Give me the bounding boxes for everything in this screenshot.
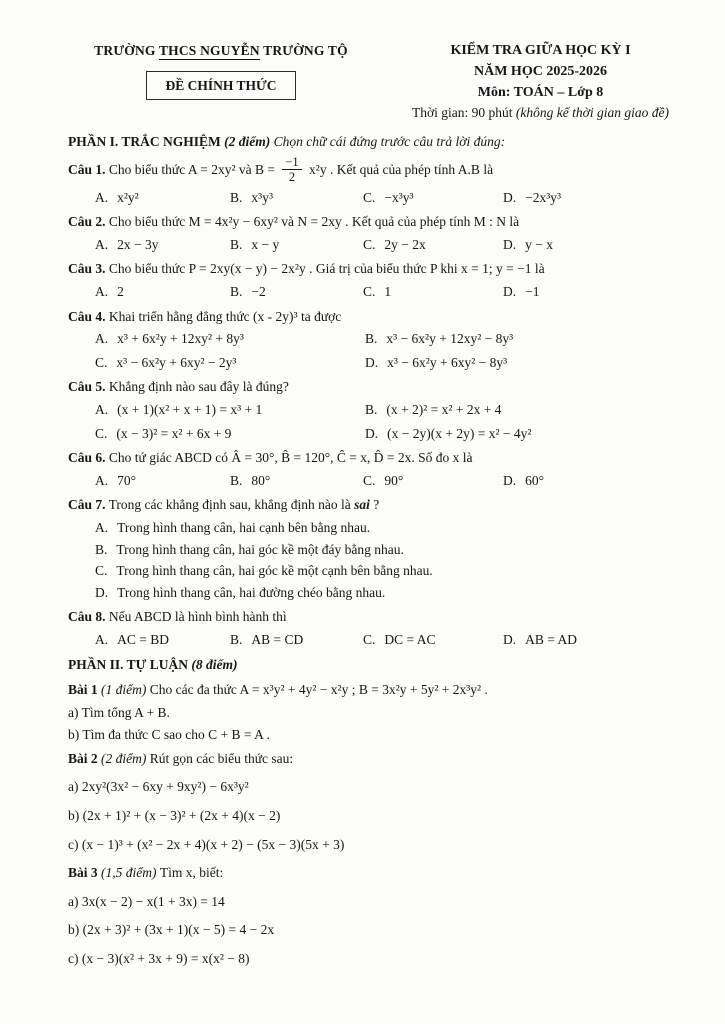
question-3-label: Câu 3. [68,261,106,277]
option-value: (x − 2y)(x + 2y) = x² − 4y² [387,425,532,441]
part1-instruction: Chọn chữ cái đứng trước câu trả lời đúng: [270,134,506,150]
question-7-text-1: Trong các khẳng định sau, khẳng định nào là [108,497,355,513]
exam-title-line1: KIỂM TRA GIỮA HỌC KỲ I [450,43,631,58]
question-6-option-a [95,470,230,492]
option-letter: B. [230,236,243,252]
exercise-1-text: Cho các đa thức A = x³y² + 4y² − x²y ; B = 3x²y + 5y² + 2x³y² . [149,682,488,698]
option-letter: C. [363,189,376,205]
exercise-3-statement [68,862,699,884]
question-3-option-c [363,281,503,303]
option-letter: D. [365,425,379,441]
header [68,40,699,123]
option-value: x²y² [117,189,139,205]
option-value: 2x − 3y [117,236,159,252]
header-left [68,40,374,100]
question-1-option-b [230,187,363,209]
question-8 [68,606,699,650]
question-8-option-c [363,629,503,651]
exercise-1-item-a: a) Tìm tổng A + B. [68,704,170,720]
question-8-statement [68,606,699,628]
option-letter: D. [503,631,517,647]
option-letter: D. [503,236,517,252]
option-letter: B. [230,189,243,205]
question-6-text: Cho tứ giác ABCD có Â = 30°, B̂ = 120°, Ĉ = x, D̂ = 2x. Số đo x là [108,450,473,466]
question-1-option-d [503,187,699,209]
option-value: Trong hình thang cân, hai cạnh bên bằng nhau. [117,519,371,535]
option-letter: A. [95,472,109,488]
exercise-3-item-c: c) (x − 3)(x² + 3x + 9) = x(x² − 8) [68,951,250,966]
question-1-text-2: x²y . Kết quả của phép tính A.B là [309,161,494,177]
question-4-option-b [365,328,699,350]
question-5-options [68,399,699,444]
question-3-option-b [230,281,363,303]
part2-title: PHẦN II. TỰ LUẬN [68,657,189,673]
option-letter: C. [95,563,108,579]
option-letter: B. [230,631,243,647]
school-name-suffix: TRƯỜNG TỘ [259,43,348,58]
question-2-statement [68,211,699,233]
question-3-options [68,281,699,303]
question-6-label: Câu 6. [68,450,106,466]
option-letter: C. [363,283,376,299]
question-5 [68,376,699,444]
question-5-option-c [95,423,365,445]
option-value: Trong hình thang cân, hai góc kề một cạnh bên bằng nhau. [116,563,433,579]
question-5-text: Khẳng định nào sau đây là đúng? [108,379,289,395]
exercise-3-text: Tìm x, biết: [159,865,224,881]
exercise-2-text: Rút gọn các biểu thức sau: [149,750,294,766]
question-4-options [68,328,699,373]
exercise-2 [68,748,699,855]
option-value: 1 [384,283,392,299]
option-letter: B. [230,472,243,488]
option-value: (x + 1)(x² + x + 1) = x³ + 1 [117,401,263,417]
exercise-1-points: (1 điểm) [97,682,150,698]
part1-heading [68,131,699,153]
question-6-statement [68,447,699,469]
header-right [374,40,699,123]
time-plain: Thời gian: 90 phút [412,105,516,120]
question-1-option-c [363,187,503,209]
question-5-label: Câu 5. [68,379,106,395]
subject-line: Môn: TOÁN – Lớp 8 [477,85,604,100]
question-1 [68,156,699,208]
question-8-option-b [230,629,363,651]
question-7-option-a [95,517,699,539]
question-7-statement [68,494,699,516]
question-4-statement [68,306,699,328]
question-6-option-c [363,470,503,492]
question-8-option-d [503,629,699,651]
option-value: −1 [525,283,540,299]
question-8-text: Nếu ABCD là hình bình hành thì [108,609,287,625]
fraction-numerator: −1 [282,155,301,170]
option-letter: C. [95,354,108,370]
question-3-option-a [95,281,230,303]
question-6 [68,447,699,491]
question-5-option-a [95,399,365,421]
question-2-option-a [95,234,230,256]
question-2-options [68,234,699,256]
question-7-emphasis: sai [354,497,370,513]
exercise-2-item-b: b) (2x + 1)² + (x − 3)² + (2x + 4)(x − 2) [68,808,281,824]
question-1-statement [68,156,699,186]
question-3-statement [68,258,699,280]
option-letter: B. [365,401,378,417]
exercise-2-item-c: c) (x − 1)³ + (x² − 2x + 4)(x + 2) − (5x − 3)(5x + 3) [68,836,345,852]
option-letter: B. [230,283,243,299]
question-5-option-b [365,399,699,421]
exercise-3-item-a: a) 3x(x − 2) − x(1 + 3x) = 14 [68,893,225,909]
option-value: 60° [525,472,545,488]
option-value: x³ − 6x²y + 6xy² − 2y³ [116,354,237,370]
exercise-1-statement [68,679,699,701]
option-letter: C. [363,472,376,488]
school-name-prefix: TRƯỜNG [94,43,159,58]
question-7-option-d [95,582,699,604]
option-value: −2x³y³ [525,189,562,205]
exam-title-line2: NĂM HỌC 2025-2026 [474,64,607,79]
question-2-label: Câu 2. [68,214,106,230]
question-7-option-c [95,560,699,582]
question-7-text-2: ? [369,497,380,513]
time-line [382,103,699,123]
option-value: AB = AD [525,631,577,647]
question-3-text: Cho biểu thức P = 2xy(x − y) − 2x²y . Giá trị của biểu thức P khi x = 1; y = −1 là [108,261,545,277]
option-value: (x − 3)² = x² + 6x + 9 [116,425,232,441]
option-letter: C. [95,425,108,441]
exercise-2-item-a: a) 2xy²(3x² − 6xy + 9xy²) − 6x³y² [68,779,249,795]
option-value: 90° [384,472,404,488]
question-5-option-d [365,423,699,445]
option-value: AC = BD [117,631,169,647]
option-value: 2 [117,283,124,299]
question-1-text-1: Cho biểu thức A = 2xy² và B = [108,161,275,177]
question-7 [68,494,699,603]
option-value: Trong hình thang cân, hai góc kề một đáy bằng nhau. [116,541,404,557]
exercise-3-label: Bài 3 [68,865,98,881]
official-exam-box: ĐỀ CHÍNH THỨC [146,71,295,101]
question-4-option-a [95,328,365,350]
option-letter: A. [95,401,109,417]
exercise-2-points: (2 điểm) [97,750,150,766]
question-2-text: Cho biểu thức M = 4x²y − 6xy² và N = 2xy . Kết quả của phép tính M : N là [108,214,520,230]
option-letter: B. [365,331,378,347]
option-value: −x³y³ [384,189,414,205]
option-letter: A. [95,519,109,535]
option-value: −2 [251,283,266,299]
school-name-underlined: THCS NGUYỄN [158,43,260,58]
exercise-2-statement [68,748,699,770]
exercise-1-label: Bài 1 [68,682,98,698]
question-2-option-d [503,234,699,256]
time-note: (không kể thời gian giao đề) [515,105,669,120]
option-value: 80° [251,472,271,488]
question-4-label: Câu 4. [68,308,106,324]
question-3-option-d [503,281,699,303]
option-letter: D. [95,584,109,600]
question-4-option-d [365,352,699,374]
option-value: DC = AC [384,631,436,647]
exercise-1 [68,679,699,746]
question-7-option-b [95,539,699,561]
question-1-option-a [95,187,230,209]
option-letter: A. [95,189,109,205]
question-6-option-d [503,470,699,492]
question-2-option-c [363,234,503,256]
question-8-option-a [95,629,230,651]
question-3 [68,258,699,302]
question-1-label: Câu 1. [68,161,106,177]
question-2 [68,211,699,255]
option-letter: A. [95,283,109,299]
question-8-options [68,629,699,651]
exercise-3-points: (1,5 điểm) [97,865,160,881]
part1-points: (2 điểm) [220,134,271,150]
part1-title: PHẦN I. TRẮC NGHIỆM [68,134,221,150]
option-letter: C. [363,236,376,252]
option-value: AB = CD [251,631,304,647]
question-4-text: Khai triển hằng đẳng thức (x - 2y)³ ta được [108,308,342,324]
option-letter: A. [95,631,109,647]
option-value: x³ − 6x²y + 12xy² − 8y³ [386,331,514,347]
question-1-options [68,187,699,209]
option-letter: B. [95,541,108,557]
option-value: 70° [117,472,137,488]
question-5-statement [68,376,699,398]
question-8-label: Câu 8. [68,609,106,625]
school-name [68,40,374,62]
option-letter: A. [95,331,109,347]
option-letter: D. [503,283,517,299]
option-value: y − x [525,236,553,252]
option-value: x³ − 6x²y + 6xy² − 8y³ [387,354,508,370]
option-letter: D. [503,472,517,488]
exercise-2-label: Bài 2 [68,750,98,766]
question-2-option-b [230,234,363,256]
option-value: (x + 2)² = x² + 2x + 4 [386,401,502,417]
option-value: x³y³ [251,189,273,205]
option-value: x³ + 6x²y + 12xy² + 8y³ [117,331,244,347]
option-value: x − y [251,236,280,252]
question-7-options [68,517,699,603]
part2-heading [68,654,699,676]
question-4 [68,306,699,374]
option-letter: C. [363,631,376,647]
option-letter: A. [95,236,109,252]
question-6-option-b [230,470,363,492]
exercise-3-item-b: b) (2x + 3)² + (3x + 1)(x − 5) = 4 − 2x [68,922,275,938]
question-6-options [68,470,699,492]
exercise-3 [68,862,699,969]
option-letter: D. [365,354,379,370]
option-value: Trong hình thang cân, hai đường chéo bằng nhau. [117,584,386,600]
fraction [282,155,301,185]
question-7-label: Câu 7. [68,497,106,513]
option-value: 2y − 2x [384,236,426,252]
option-letter: D. [503,189,517,205]
question-4-option-c [95,352,365,374]
exercise-1-item-b: b) Tìm đa thức C sao cho C + B = A . [68,727,270,743]
part2-points: (8 điểm) [188,657,238,673]
fraction-denominator: 2 [288,170,296,185]
